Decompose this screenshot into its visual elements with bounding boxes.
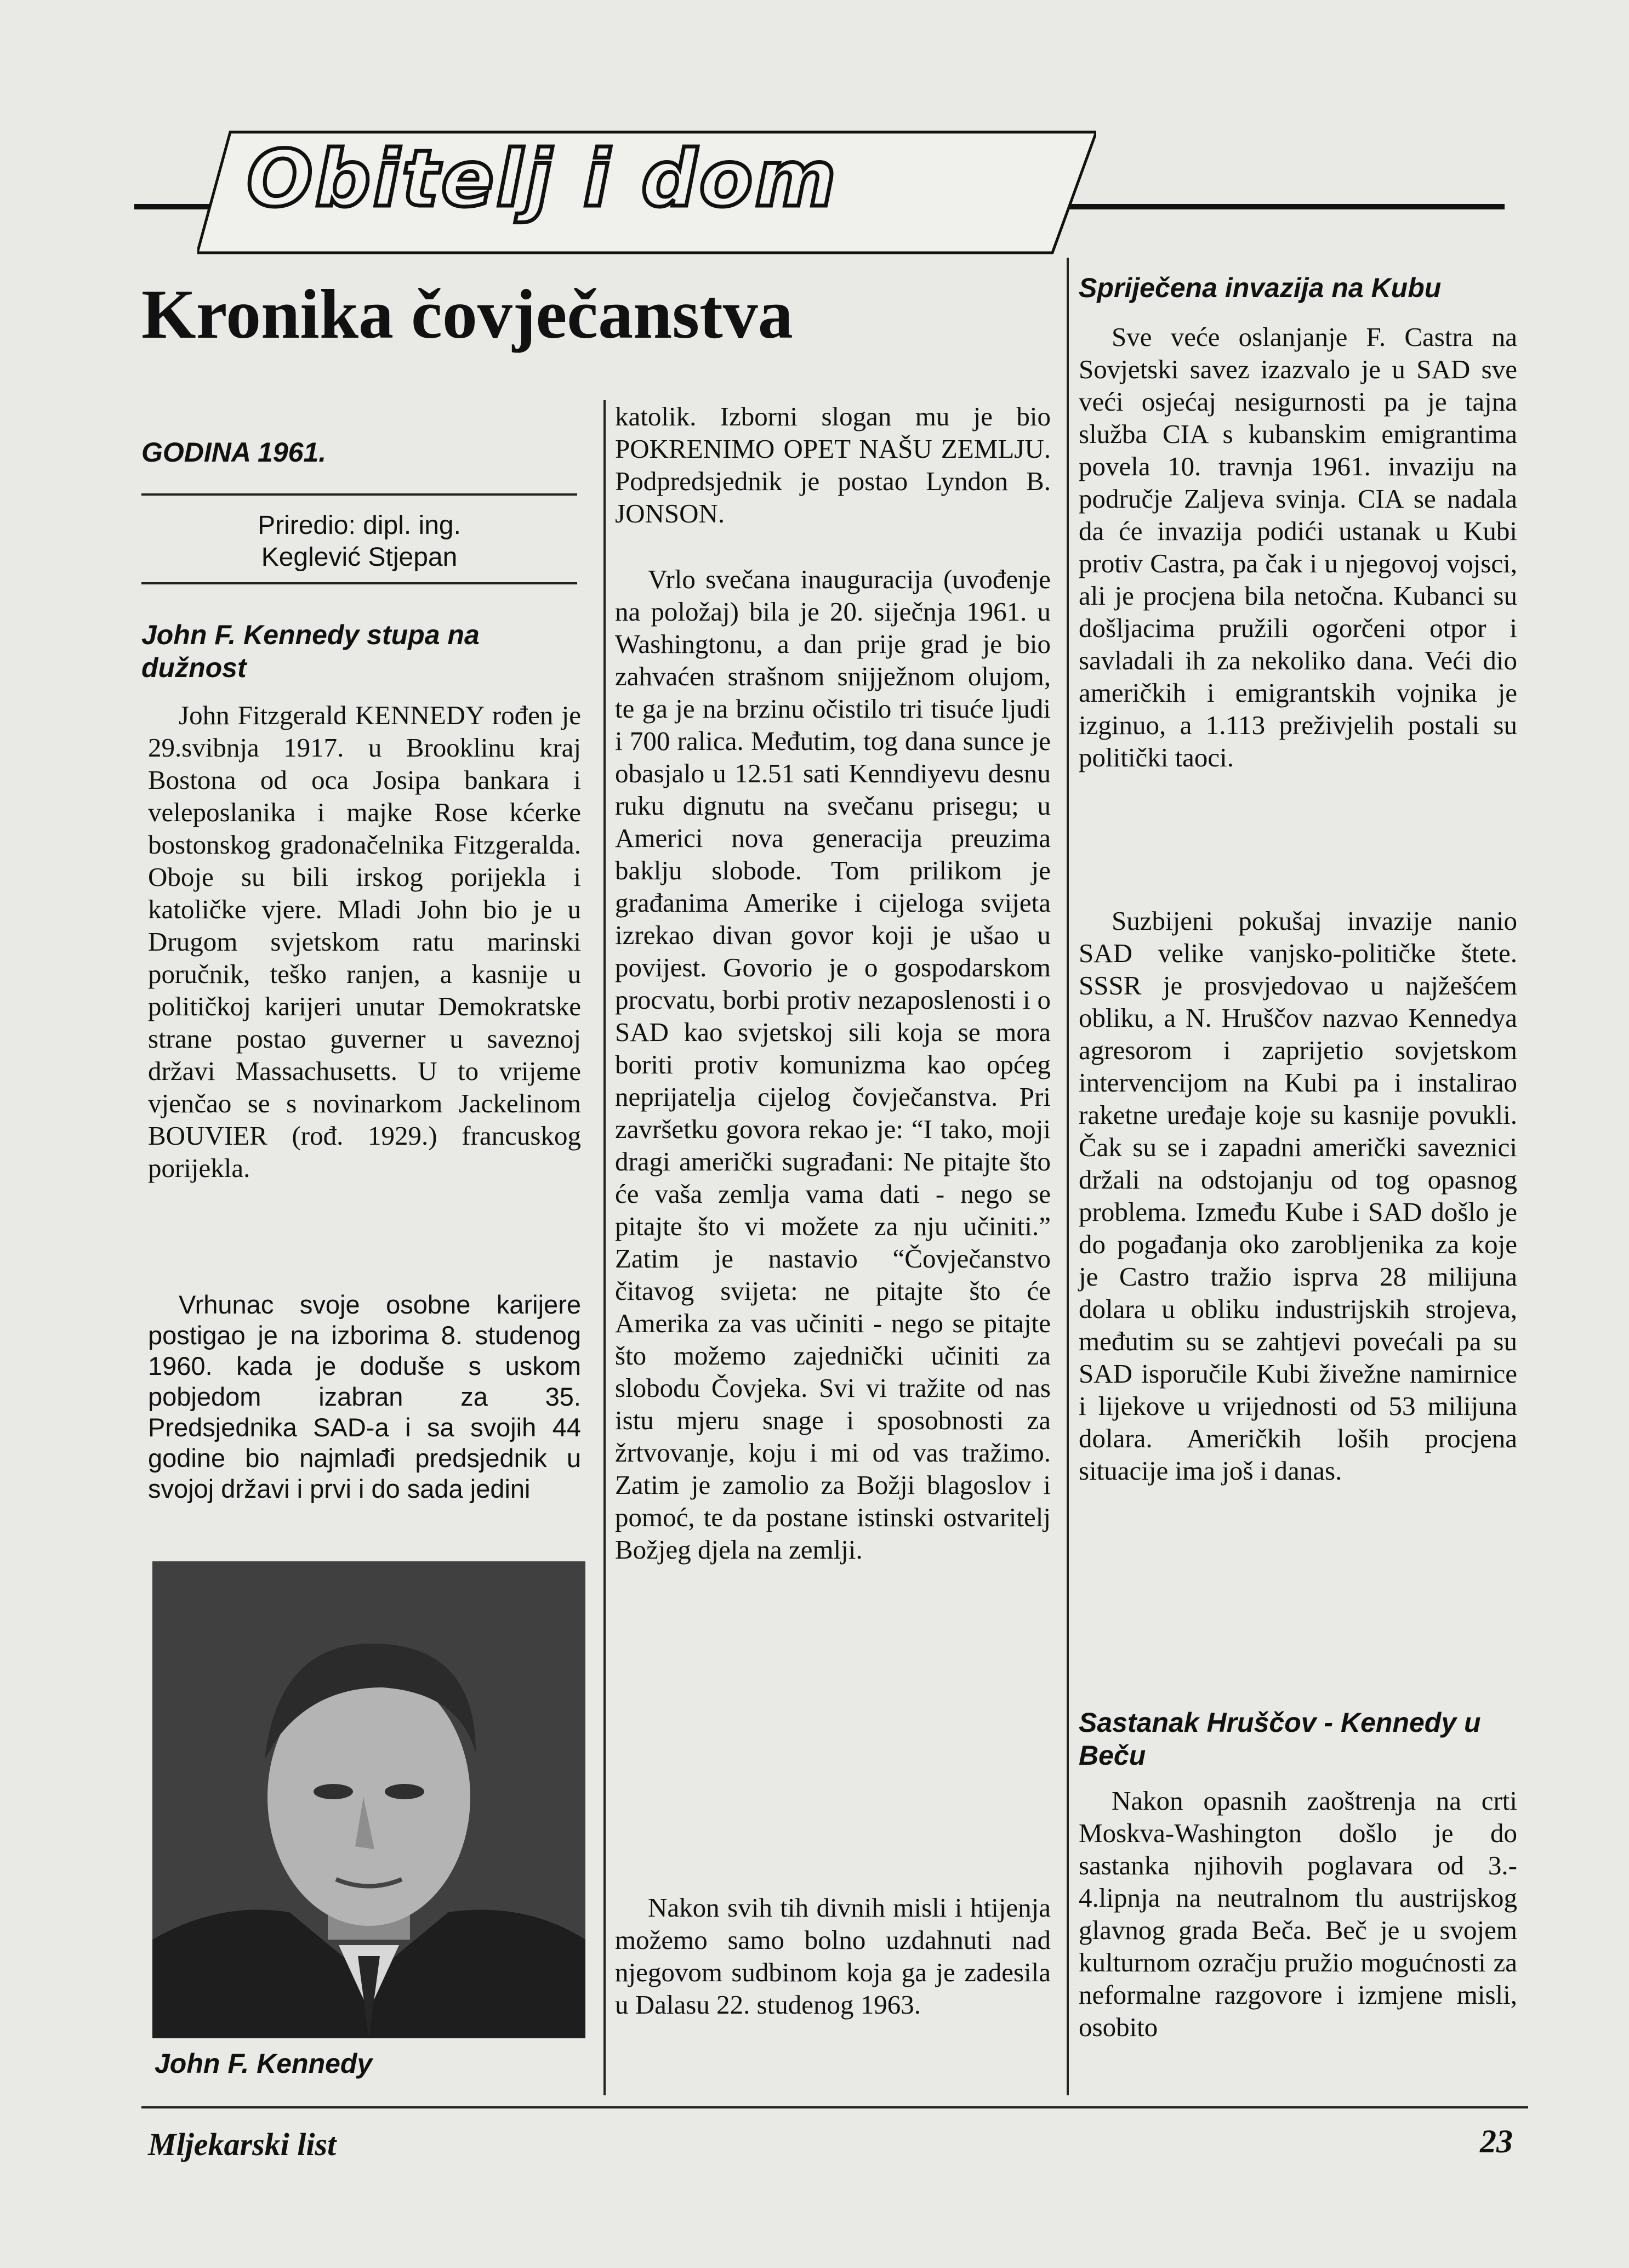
portrait-illustration bbox=[152, 1561, 585, 2038]
subheading-kennedy: John F. Kennedy stupa na dužnost bbox=[141, 619, 480, 683]
publication-name: Mljekarski list bbox=[148, 2127, 337, 2162]
kennedy-portrait-photo bbox=[152, 1561, 585, 2038]
section-banner-title: Obitelj i dom bbox=[247, 134, 839, 224]
footer-rule bbox=[141, 2106, 1528, 2108]
col2-paragraph-1: katolik. Izborni slogan mu je bio POKRENIMO OPET NAŠU ZEMLJU. Podpredsjednik je postao Lyndon B. JONSON. bbox=[615, 401, 1058, 528]
photo-caption: John F. Kennedy bbox=[155, 2048, 373, 2079]
year-heading: GODINA 1961. bbox=[141, 437, 327, 468]
credit-rule-bottom bbox=[141, 582, 577, 584]
column-divider-2 bbox=[1067, 258, 1069, 2095]
col3-paragraph-1: Sve veće oslanjanje F. Castra na Sovjetski savez izazvalo je u SAD sve veći osjećaj nesigurnosti pa je tajna služba CIA s kubanskim emigrantima povela 10. travnja 1961. invaziju na područje Zaljeva svinja. CIA se nadala da će invazija podići ustanak u Kubi protiv Castra, pa čak i u njegovoj vojsci, ali je procjena bila netočna. Kubanci su došljacima pružili ogorčeni otpor i savladali ih za nekoliko dana. Veći dio američkih i emigrantskih vojnika je izginuo, a 1.113 preživjelih postali su politički taoci. bbox=[1079, 322, 1524, 772]
col3-paragraph-2: Suzbijeni pokušaj invazije nanio SAD velike vanjsko-političke štete. SSSR je prosvjedovao u najžešćem obliku, a N. Hruščov nazvao Kennedya agresorom i zaprijetio sovjetskom intervencijom na Kubi pa i instalirao raketne uređaje koje su kasnije povukli. Čak su se i zapadni američki saveznici držali na odstojanju od tog opasnog problema. Između Kube i SAD došlo je do pogađanja oko zarobljenika za koje je Castro tražio isprva 28 milijuna dolara u obliku industrijskih strojeva, međutim su se zahtjevi povećali pa su SAD isporučile Kubi živežne namirnice i lijekove u vrijednosti od 53 milijuna dolara. Američkih loših procjena situacije ima još i danas. bbox=[1079, 906, 1524, 1486]
subheading-vienna: Sastanak Hruščov - Kennedy u Beču bbox=[1079, 1707, 1481, 1771]
page-number: 23 bbox=[1480, 2123, 1513, 2159]
subheading-cuba: Spriječena invazija na Kubu bbox=[1079, 272, 1442, 303]
col2-paragraph-2: Vrlo svečana inauguracija (uvođenje na položaj) bila je 20. siječnja 1961. u Washingtonu, a dan prije grad je bio zahvaćen strašnom snijježnom olujom, te ga je na brzinu očistilo tri tisuće ljudi i 700 ralica. Međutim, tog dana sunce je obasjalo u 12.51 sati Kenndiyevu desnu ruku dignutu na svečanu prisegu; u Americi nova generacija preuzima baklju slobode. Tom prilikom je građanima Amerike i cijeloga svijeta izrekao divan govor koji je ušao u povijest. Govorio je o gospodarskom procvatu, borbi protiv nezaposlenosti i o SAD kao svjetskoj sili koja se mora boriti protiv komunizma kao općeg neprijatelja cijelog čovječanstva. Pri završetku govora rekao je: “I tako, moji dragi američki sugrađani: Ne pitajte što će vaša zemlja vama dati - nego se pitajte što vi možete za nju učiniti.” Zatim je nastavio “Čovječanstvo čitavog svijeta: ne pitajte što će Amerika za vas učiniti - nego se pitajte što možemo zajednički učiniti za slobodu Čovjeka. Svi vi tražite od nas istu mjeru snage i sposobnosti za žrtvovanje, koju i mi od vas tražimo. Zatim je zamolio za Božji blagoslov i pomoć, te da postane istinski ostvaritelj Božjeg djela na zemlji. bbox=[615, 564, 1058, 1565]
col2-paragraph-3: Nakon svih tih divnih misli i htijenja možemo samo bolno uzdahnuti nad njegovom sudbinom koja ga je zadesila u Dalasu 22. studenog 1963. bbox=[615, 1892, 1058, 2020]
col1-body: John Fitzgerald KENNEDY rođen je 29.svibnja 1917. u Brooklinu kraj Bostona od oca Josipa bankara i veleposlanika i majke Rose kćerke bostonskog gradonačelnika Fitzgeralda. Oboje su bili irskog porijekla i katoličke vjere. Mladi John bio je u Drugom svjetskom ratu marinski poručnik, teško ranjen, a kasnije u političkoj karijeri unutar Demokratske strane postao guverner u saveznoj državi Massachusetts. U to vrijeme vjenčao se s novinarkom Jackelinom BOUVIER (rođ. 1929.) francuskog porijekla. bbox=[148, 700, 588, 1183]
author-credit: Priredio: dipl. ing. Keglević Stjepan bbox=[258, 511, 461, 572]
credit-rule-top bbox=[141, 493, 577, 496]
col3-paragraph-3: Nakon opasnih zaoštrenja na crti Moskva-Washington došlo je do sastanka njihovih poglavara od 3.- 4.lipnja na neutralnom tlu austrijskog glavnog grada Beča. Beč je u svojem kulturnom ozračju pružio mogućnosti za neformalne razgovore i izmjene misli, osobito bbox=[1079, 1786, 1524, 2042]
article-title: Kronika čovječanstva bbox=[141, 275, 793, 353]
column-divider-1 bbox=[603, 400, 606, 2095]
col1-body2: Vrhunac svoje osobne karijere postigao je na izborima 8. studenog 1960. kada je doduše s uskom pobjedom izabran za 35. Predsjednika SAD-a i sa svojih 44 godine bio najmlađi predsjednik u svojoj državi i prvi i do sada jedini bbox=[148, 1290, 589, 1503]
